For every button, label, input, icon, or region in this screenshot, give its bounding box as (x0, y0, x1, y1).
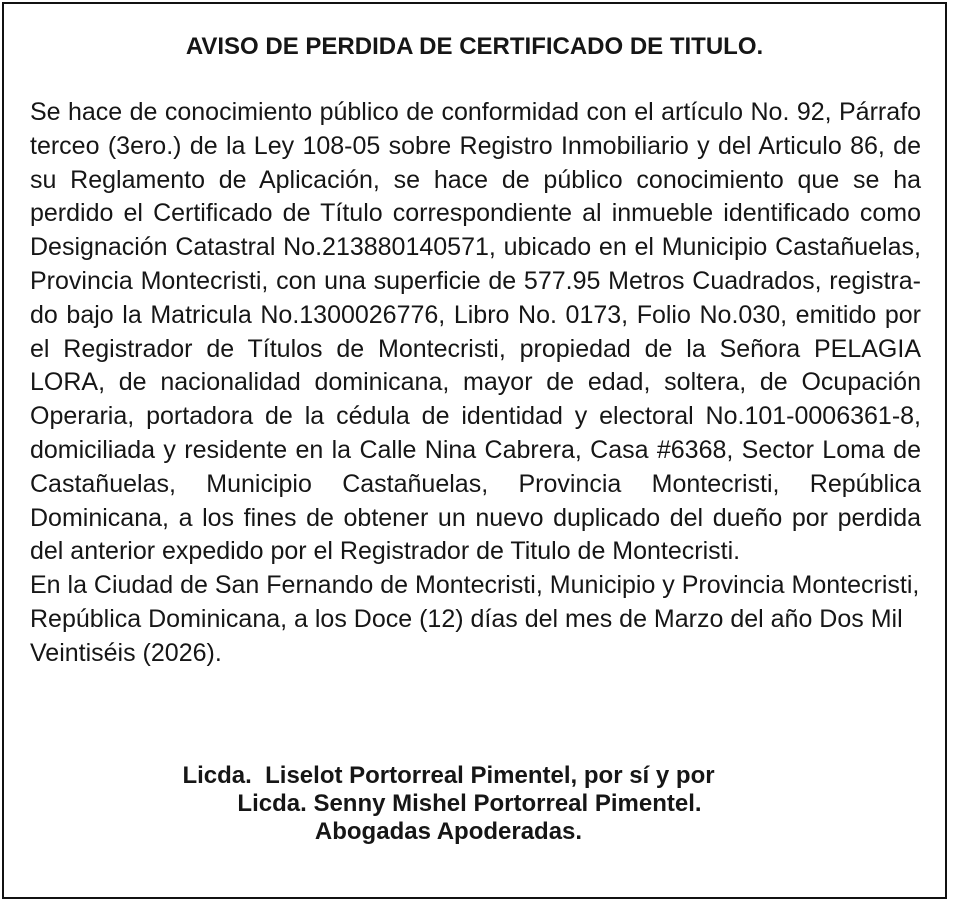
notice-title: AVISO DE PERDIDA DE CERTIFICADO DE TITULO. (185, 33, 764, 60)
signature-block (4, 762, 945, 846)
legal-notice (2, 2, 947, 899)
notice-paragraph-main: Se hace de conocimiento público de conformidad con el artículo No. 92, Párrafo terceo (3ero.) de la Ley 108-05 sobre Registro Inmobiliario y del Articulo 86, de su Reglamento de Aplicación, se hace de público conocimiento que se ha perdido el Certificado de Título correspondiente al inmueble identificado como Designación Catastral No.213880140571, ubicado en el Municipio Castañuelas, Provincia Montecristi, con una superficie de 577.95 Metros Cuadrados, registrado bajo la Matricula No.1300026776, Libro No. 0173, Folio No.030, emitido por el Registrador de Títulos de Montecristi, propiedad de la Señora PELAGIA LORA, de nacionalidad dominicana, mayor de edad, soltera, de Ocupación Operaria, portadora de la cédula de identidad y electoral No.101-0006361-8, domiciliada y residente en la Calle Nina Cabrera, Casa #6368, Sector Loma de Castañuelas, Municipio Castañuelas, Provincia Montecristi, República Dominicana, a los fines de obtener un nuevo duplicado del dueño por perdida del anterior expedido por el Registrador de Titulo de Montecristi. (30, 98, 921, 566)
signature-line-2: Licda. Senny Mishel Portorreal Pimentel. (237, 790, 702, 817)
notice-body (30, 96, 921, 671)
signature-line-3: Abogadas Apoderadas. (314, 818, 583, 845)
notice-paragraph-place-date: En la Ciudad de San Fernando de Montecristi, Municipio y Provincia Montecristi, República Dominicana, a los Doce (12) días del mes de Marzo del año Dos Mil Veintiséis (2026). (30, 571, 920, 667)
signature-line-1: Licda. Liselot Portorreal Pimentel, por sí y por (182, 762, 715, 789)
